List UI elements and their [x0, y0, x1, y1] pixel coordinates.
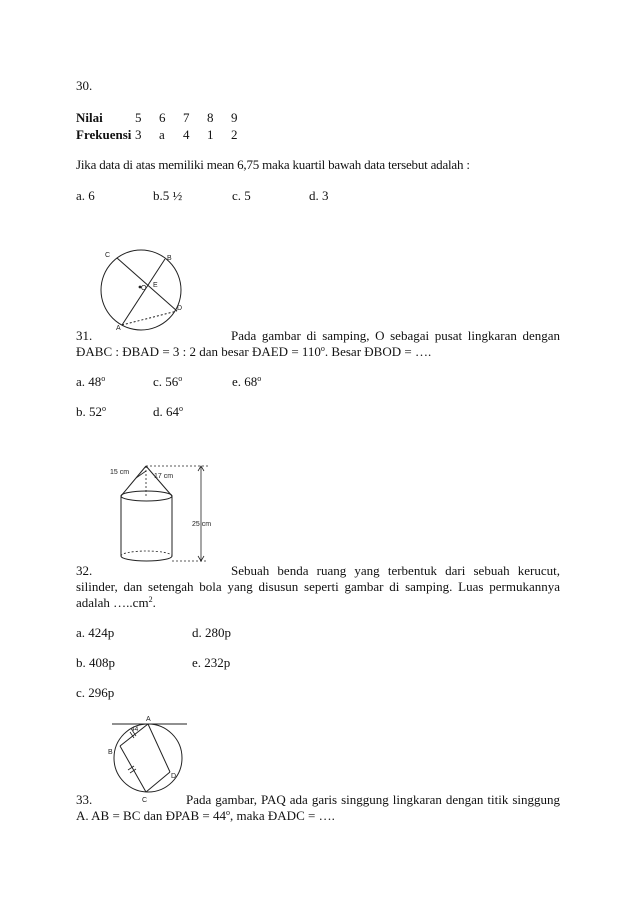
table-cell: 8	[207, 110, 214, 125]
table-cell: 1	[207, 127, 214, 142]
figure-label-height: 25 cm	[192, 521, 212, 528]
q31-option-a: a. 48$^o$	[76, 374, 106, 389]
q32-option-b: b. 408p	[76, 655, 115, 670]
q31-text-sup: o	[320, 344, 325, 353]
figure-label-angle: 44	[131, 726, 139, 733]
figure-label-d: D	[177, 305, 183, 312]
q33-tangent-figure	[100, 712, 200, 804]
q32-text-sup: 2	[148, 595, 153, 604]
q31-circle-figure	[90, 245, 200, 335]
table-cell: 7	[183, 110, 190, 125]
table-cell: 2	[231, 127, 238, 142]
figure-label-d: D	[171, 773, 177, 780]
q30-option-c: c. 5	[232, 188, 251, 203]
figure-label-radius: 15 cm	[110, 469, 130, 476]
q33-question	[76, 792, 560, 824]
q31-text-main: Pada gambar di samping, O sebagai pusat lingkaran dengan ÐABC : ÐBAD = 3 : 2 dan besar ÐAED = 110	[76, 328, 560, 359]
q32-question	[76, 563, 560, 611]
q30-question: Jika data di atas memiliki mean 6,75 maka kuartil bawah data tersebut adalah :	[76, 157, 470, 172]
table-cell: 9	[231, 110, 238, 125]
q32-option-e: e. 232p	[192, 655, 231, 670]
q32-solid-figure	[108, 462, 248, 572]
q33-number: 33.	[76, 792, 93, 807]
q30-option-a: a. 6	[76, 188, 95, 203]
q33-text-sup: o	[226, 808, 230, 817]
q32-option-a: a. 424p	[76, 625, 115, 640]
q33-text-end: , maka ÐADC = ….	[230, 808, 335, 823]
figure-label-slant: 17 cm	[154, 473, 174, 480]
table-row-label-frekuensi: Frekuensi	[76, 127, 132, 142]
figure-label-o: O	[141, 285, 147, 292]
table-row-label-nilai: Nilai	[76, 110, 103, 125]
q33-text-main: Pada gambar, PAQ ada garis singgung lingkaran dengan titik singgung A. AB = BC dan ÐPAB = 44	[76, 792, 560, 823]
figure-label-a: A	[116, 325, 121, 332]
figure-label-e: E	[153, 282, 158, 289]
q32-text-end: .	[152, 595, 156, 610]
q31-number: 31.	[76, 328, 93, 343]
q31-option-d: d. 64$^o$	[153, 404, 183, 419]
figure-label-c: C	[105, 252, 111, 259]
table-cell: 5	[135, 110, 142, 125]
figure-label-c: C	[142, 797, 148, 804]
figure-label-b: B	[167, 255, 172, 262]
table-cell: a	[159, 127, 165, 142]
q32-text-main: Sebuah benda ruang yang terbentuk dari sebuah kerucut, silinder, dan setengah bola yang disusun seperti gambar di samping. Luas permukannya adalah …..cm	[76, 563, 560, 610]
figure-label-a: A	[146, 716, 151, 723]
q31-option-c: c. 56$^o$	[153, 374, 183, 389]
q30-number: 30.	[76, 78, 93, 93]
table-cell: 4	[183, 127, 190, 142]
table-cell: 3	[135, 127, 142, 142]
q32-option-c: c. 296p	[76, 685, 115, 700]
q31-option-e: e. 68$^o$	[232, 374, 262, 389]
q32-option-d: d. 280p	[192, 625, 231, 640]
table-cell: 6	[159, 110, 166, 125]
q31-question	[76, 328, 560, 360]
q30-option-b: b.5 ½	[153, 188, 183, 203]
figure-label-b: B	[108, 749, 113, 756]
q30-option-d: d. 3	[309, 188, 329, 203]
q31-text-end: . Besar ÐBOD = ….	[324, 344, 432, 359]
q31-option-b: b. 52$^o$	[76, 404, 106, 419]
q32-number: 32.	[76, 563, 93, 578]
